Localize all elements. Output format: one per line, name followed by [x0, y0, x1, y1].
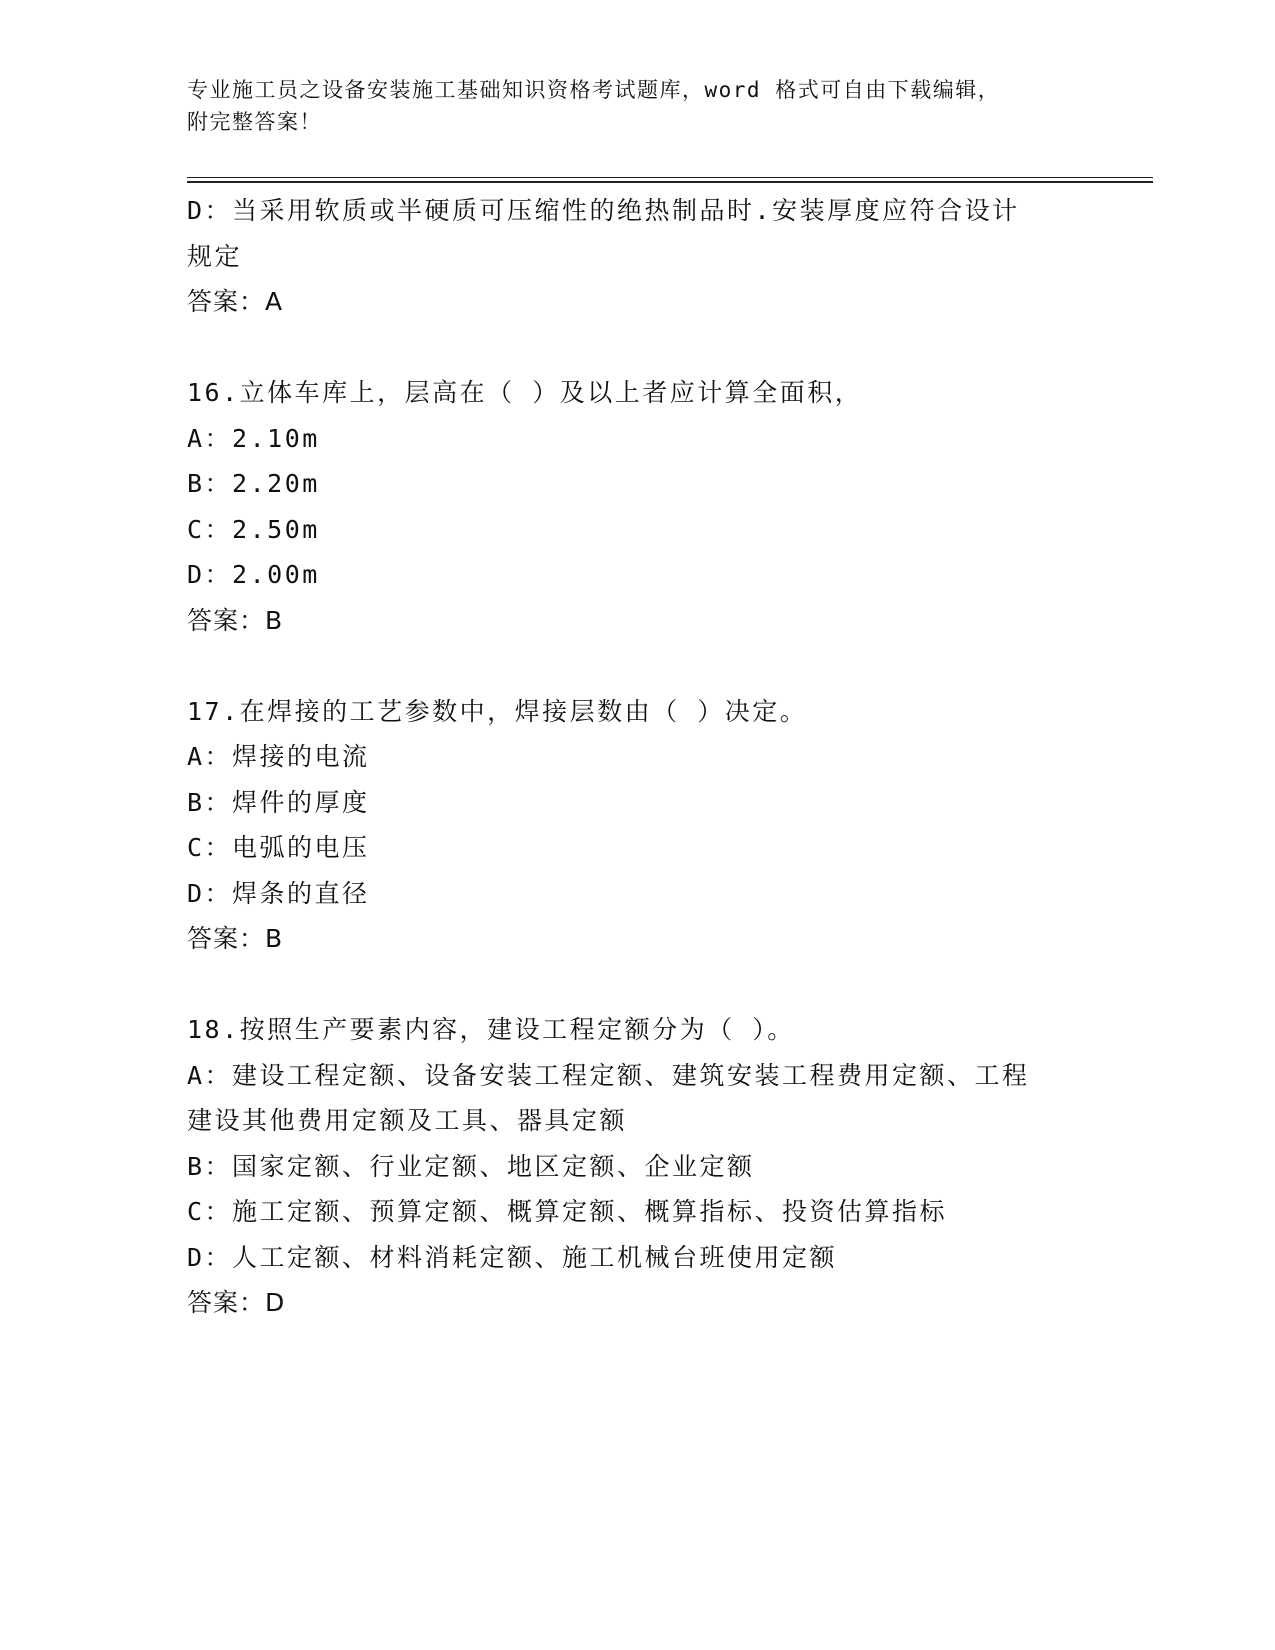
spacer: [187, 962, 1087, 1008]
option-c: C：施工定额、预算定额、概算定额、概算指标、投资估算指标: [187, 1197, 948, 1226]
answer-line: 答案：A: [187, 287, 284, 316]
question-stem: 18.按照生产要素内容，建设工程定额分为（ ）。: [187, 1015, 795, 1044]
question-list: [187, 188, 1087, 1326]
answer-line: 答案：B: [187, 605, 284, 635]
option-b: B：焊件的厚度: [187, 787, 370, 817]
header-line-2: 附完整答案！: [187, 110, 322, 134]
option-a: A：焊接的电流: [187, 742, 370, 771]
option-c: C：电弧的电压: [187, 833, 370, 862]
option-d: D：焊条的直径: [187, 878, 370, 908]
header-divider-thin: [187, 177, 1153, 178]
spacer: [187, 643, 1087, 689]
option-c: C：2.50m: [187, 514, 320, 544]
question-18: [187, 1007, 1087, 1326]
header-divider-thick: [187, 181, 1153, 183]
option-d: D：2.00m: [187, 560, 320, 589]
option-b: B：国家定额、行业定额、地区定额、企业定额: [187, 1151, 755, 1181]
spacer: [187, 325, 1087, 371]
option-a: A：2.10m: [187, 423, 320, 453]
option-d: D：人工定额、材料消耗定额、施工机械台班使用定额: [187, 1242, 838, 1272]
option-a-line-2: 建设其他费用定额及工具、器具定额: [187, 1106, 628, 1135]
question-stem: 17.在焊接的工艺参数中，焊接层数由（ ）决定。: [187, 696, 808, 726]
previous-question-tail: [187, 188, 1087, 325]
document-header: [187, 74, 1067, 138]
question-16: [187, 370, 1087, 643]
header-line-1: 专业施工员之设备安装施工基础知识资格考试题库，word 格式可自由下载编辑，: [187, 78, 1001, 102]
option-a-line-1: A：建设工程定额、设备安装工程定额、建筑安装工程费用定额、工程: [187, 1060, 1030, 1090]
question-17: [187, 689, 1087, 962]
option-d-line-2: 规定: [187, 241, 243, 271]
answer-line: 答案：D: [187, 1288, 286, 1317]
option-b: B：2.20m: [187, 469, 320, 498]
answer-line: 答案：B: [187, 924, 284, 953]
question-stem: 16.立体车库上，层高在（ ）及以上者应计算全面积，: [187, 378, 863, 407]
option-d-line-1: D：当采用软质或半硬质可压缩性的绝热制品时.安装厚度应符合设计: [187, 196, 1020, 225]
